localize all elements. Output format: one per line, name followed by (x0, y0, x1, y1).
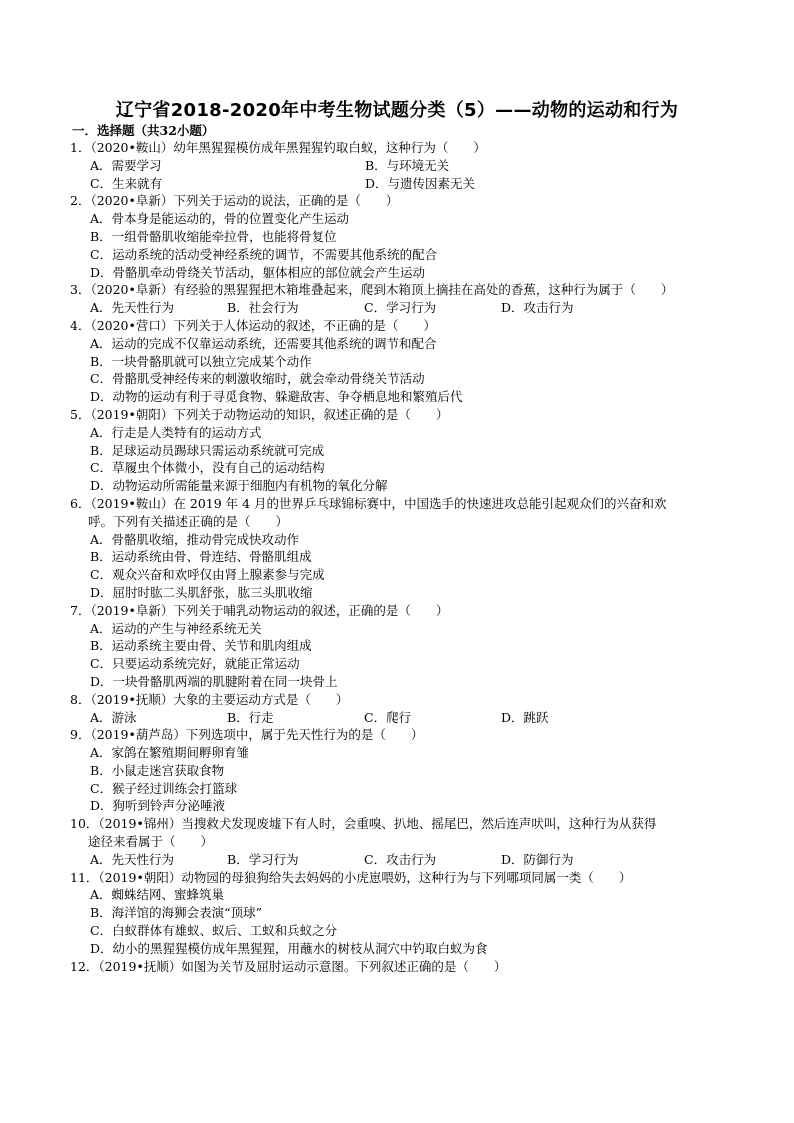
option-d: D．一块骨骼肌两端的肌腱附着在同一块骨上 (90, 673, 338, 689)
option-c: C．骨骼肌受神经传来的刺激收缩时，就会牵动骨绕关节活动 (90, 371, 425, 387)
option-d: D．攻击行为 (501, 300, 574, 316)
option-c: C．猴子经过训练会打篮球 (90, 780, 238, 796)
question-3-stem: 3．（2020•阜新）有经验的黑猩猩把木箱堆叠起来，爬到木箱顶上摘挂在高处的香蕉，这种行为属于（ ） (70, 282, 674, 298)
option-d: D．狗听到铃声分泌唾液 (90, 798, 226, 814)
option-c: C．学习行为 (364, 300, 437, 316)
option-c: C．生来就有 (90, 175, 163, 191)
option-a: A．蜘蛛结网、蜜蜂筑巢 (90, 887, 225, 903)
question-9-stem: 9．（2019•葫芦岛）下列选项中，属于先天性行为的是（ ） (70, 727, 424, 743)
option-a: A．运动的完成不仅靠运动系统，还需要其他系统的调节和配合 (90, 335, 437, 351)
option-c: C．白蚁群体有雄蚁、蚁后、工蚁和兵蚁之分 (90, 923, 338, 939)
option-b: B．一组骨骼肌收缩能牵拉骨，也能将骨复位 (90, 228, 337, 244)
question-1-stem: 1．（2020•鞍山）幼年黑猩猩模仿成年黑猩猩钓取白蚁，这种行为（ ） (70, 140, 486, 155)
option-d: D．跳跃 (501, 709, 549, 725)
option-b: B．行走 (227, 709, 274, 725)
option-d: D．屈肘时肱二头肌舒张，肱三头肌收缩 (90, 584, 313, 600)
question-5-stem: 5．（2019•朝阳）下列关于动物运动的知识，叙述正确的是（ ） (70, 406, 449, 422)
option-d: D．动物的运动有利于寻觅食物、躲避敌害、争夺栖息地和繁殖后代 (90, 389, 463, 405)
option-a: A．先天性行为 (90, 851, 175, 867)
question-list (70, 139, 730, 975)
option-c: C．只要运动系统完好，就能正常运动 (90, 656, 300, 672)
option-a: A．运动的产生与神经系统无关 (90, 620, 262, 636)
option-d: D．骨骼肌牵动骨绕关节活动，躯体相应的部位就会产生运动 (90, 264, 426, 280)
option-d: D．幼小的黑猩猩模仿成年黑猩猩，用蘸水的树枝从洞穴中钓取白蚁为食 (90, 940, 488, 956)
option-a: A．家鸽在繁殖期间孵卵育雏 (90, 745, 250, 761)
question-2-stem: 2．（2020•阜新）下列关于运动的说法，正确的是（ ） (70, 193, 399, 209)
option-a: A．游泳 (90, 709, 137, 725)
option-a: A．行走是人类特有的运动方式 (90, 424, 262, 440)
question-4-stem: 4．（2020•营口）下列关于人体运动的叙述，不正确的是（ ） (70, 317, 436, 333)
option-b: B．运动系统由骨、骨连结、骨骼肌组成 (90, 549, 312, 565)
option-b: B．一块骨骼肌就可以独立完成某个动作 (90, 353, 312, 369)
question-8-stem: 8．（2019•抚顺）大象的主要运动方式是（ ） (70, 691, 349, 707)
question-10-stem-line-1: 10．（2019•锦州）当搜救犬发现废墟下有人时，会重嗅、扒地、摇尾巴，然后连声吠叫，这种行为从获得 (70, 816, 657, 832)
option-c: C．草履虫个体微小，没有自己的运动结构 (90, 460, 325, 476)
option-b: B．运动系统主要由骨、关节和肌肉组成 (90, 638, 312, 654)
option-b: B．学习行为 (227, 851, 299, 867)
question-10-stem-line-2: 途径来看属于（ ） (88, 834, 214, 850)
option-a: A．先天性行为 (90, 300, 175, 316)
option-b: B．社会行为 (227, 300, 299, 316)
option-b: B．海洋馆的海狮会表演“顶球” (90, 905, 262, 921)
option-c: C．爬行 (364, 709, 412, 725)
question-11-stem: 11．（2019•朝阳）动物园的母狼狗给失去妈妈的小虎崽喂奶，这种行为与下列哪项同属一类（ ） (70, 869, 632, 885)
option-b: B．足球运动员踢球只需运动系统就可完成 (90, 442, 325, 458)
question-1-options-row-1 (70, 157, 730, 175)
question-8-options (70, 709, 730, 727)
question-7-stem: 7．（2019•阜新）下列关于哺乳动物运动的叙述，正确的是（ ） (70, 602, 449, 618)
section-heading: 一．选择题（共32小题） (72, 123, 215, 138)
option-d: D．与遗传因素无关 (365, 175, 476, 191)
option-c: C．攻击行为 (364, 851, 437, 867)
option-b: B．小鼠走迷宫获取食物 (90, 762, 225, 778)
page-title: 辽宁省2018-2020年中考生物试题分类（5）——动物的运动和行为 (115, 100, 679, 121)
option-c: C．观众兴奋和欢呼仅由肾上腺素参与完成 (90, 567, 325, 583)
question-6-stem-line-1: 6．（2019•鞍山）在 2019 年 4 月的世界乒乓球锦标赛中，中国选手的快速进攻总能引起观众们的兴奋和欢 (70, 495, 667, 511)
question-1-options-row-2 (70, 175, 730, 193)
option-a: A．骨骼肌收缩，推动骨完成快攻动作 (90, 531, 300, 547)
option-a: A．骨本身是能运动的，骨的位置变化产生运动 (90, 211, 350, 227)
option-b: B．与环境无关 (365, 157, 450, 173)
option-d: D．动物运动所需能量来源于细胞内有机物的氧化分解 (90, 478, 388, 494)
option-a: A．需要学习 (90, 157, 162, 173)
option-d: D．防御行为 (501, 851, 574, 867)
question-10-options (70, 851, 730, 869)
question-6-stem-line-2: 呼。下列有关描述正确的是（ ） (88, 513, 289, 529)
question-12-stem: 12．（2019•抚顺）如图为关节及屈肘运动示意图。下列叙述正确的是（ ） (70, 958, 507, 974)
question-3-options (70, 299, 730, 317)
option-c: C．运动系统的活动受神经系统的调节，不需要其他系统的配合 (90, 246, 438, 262)
